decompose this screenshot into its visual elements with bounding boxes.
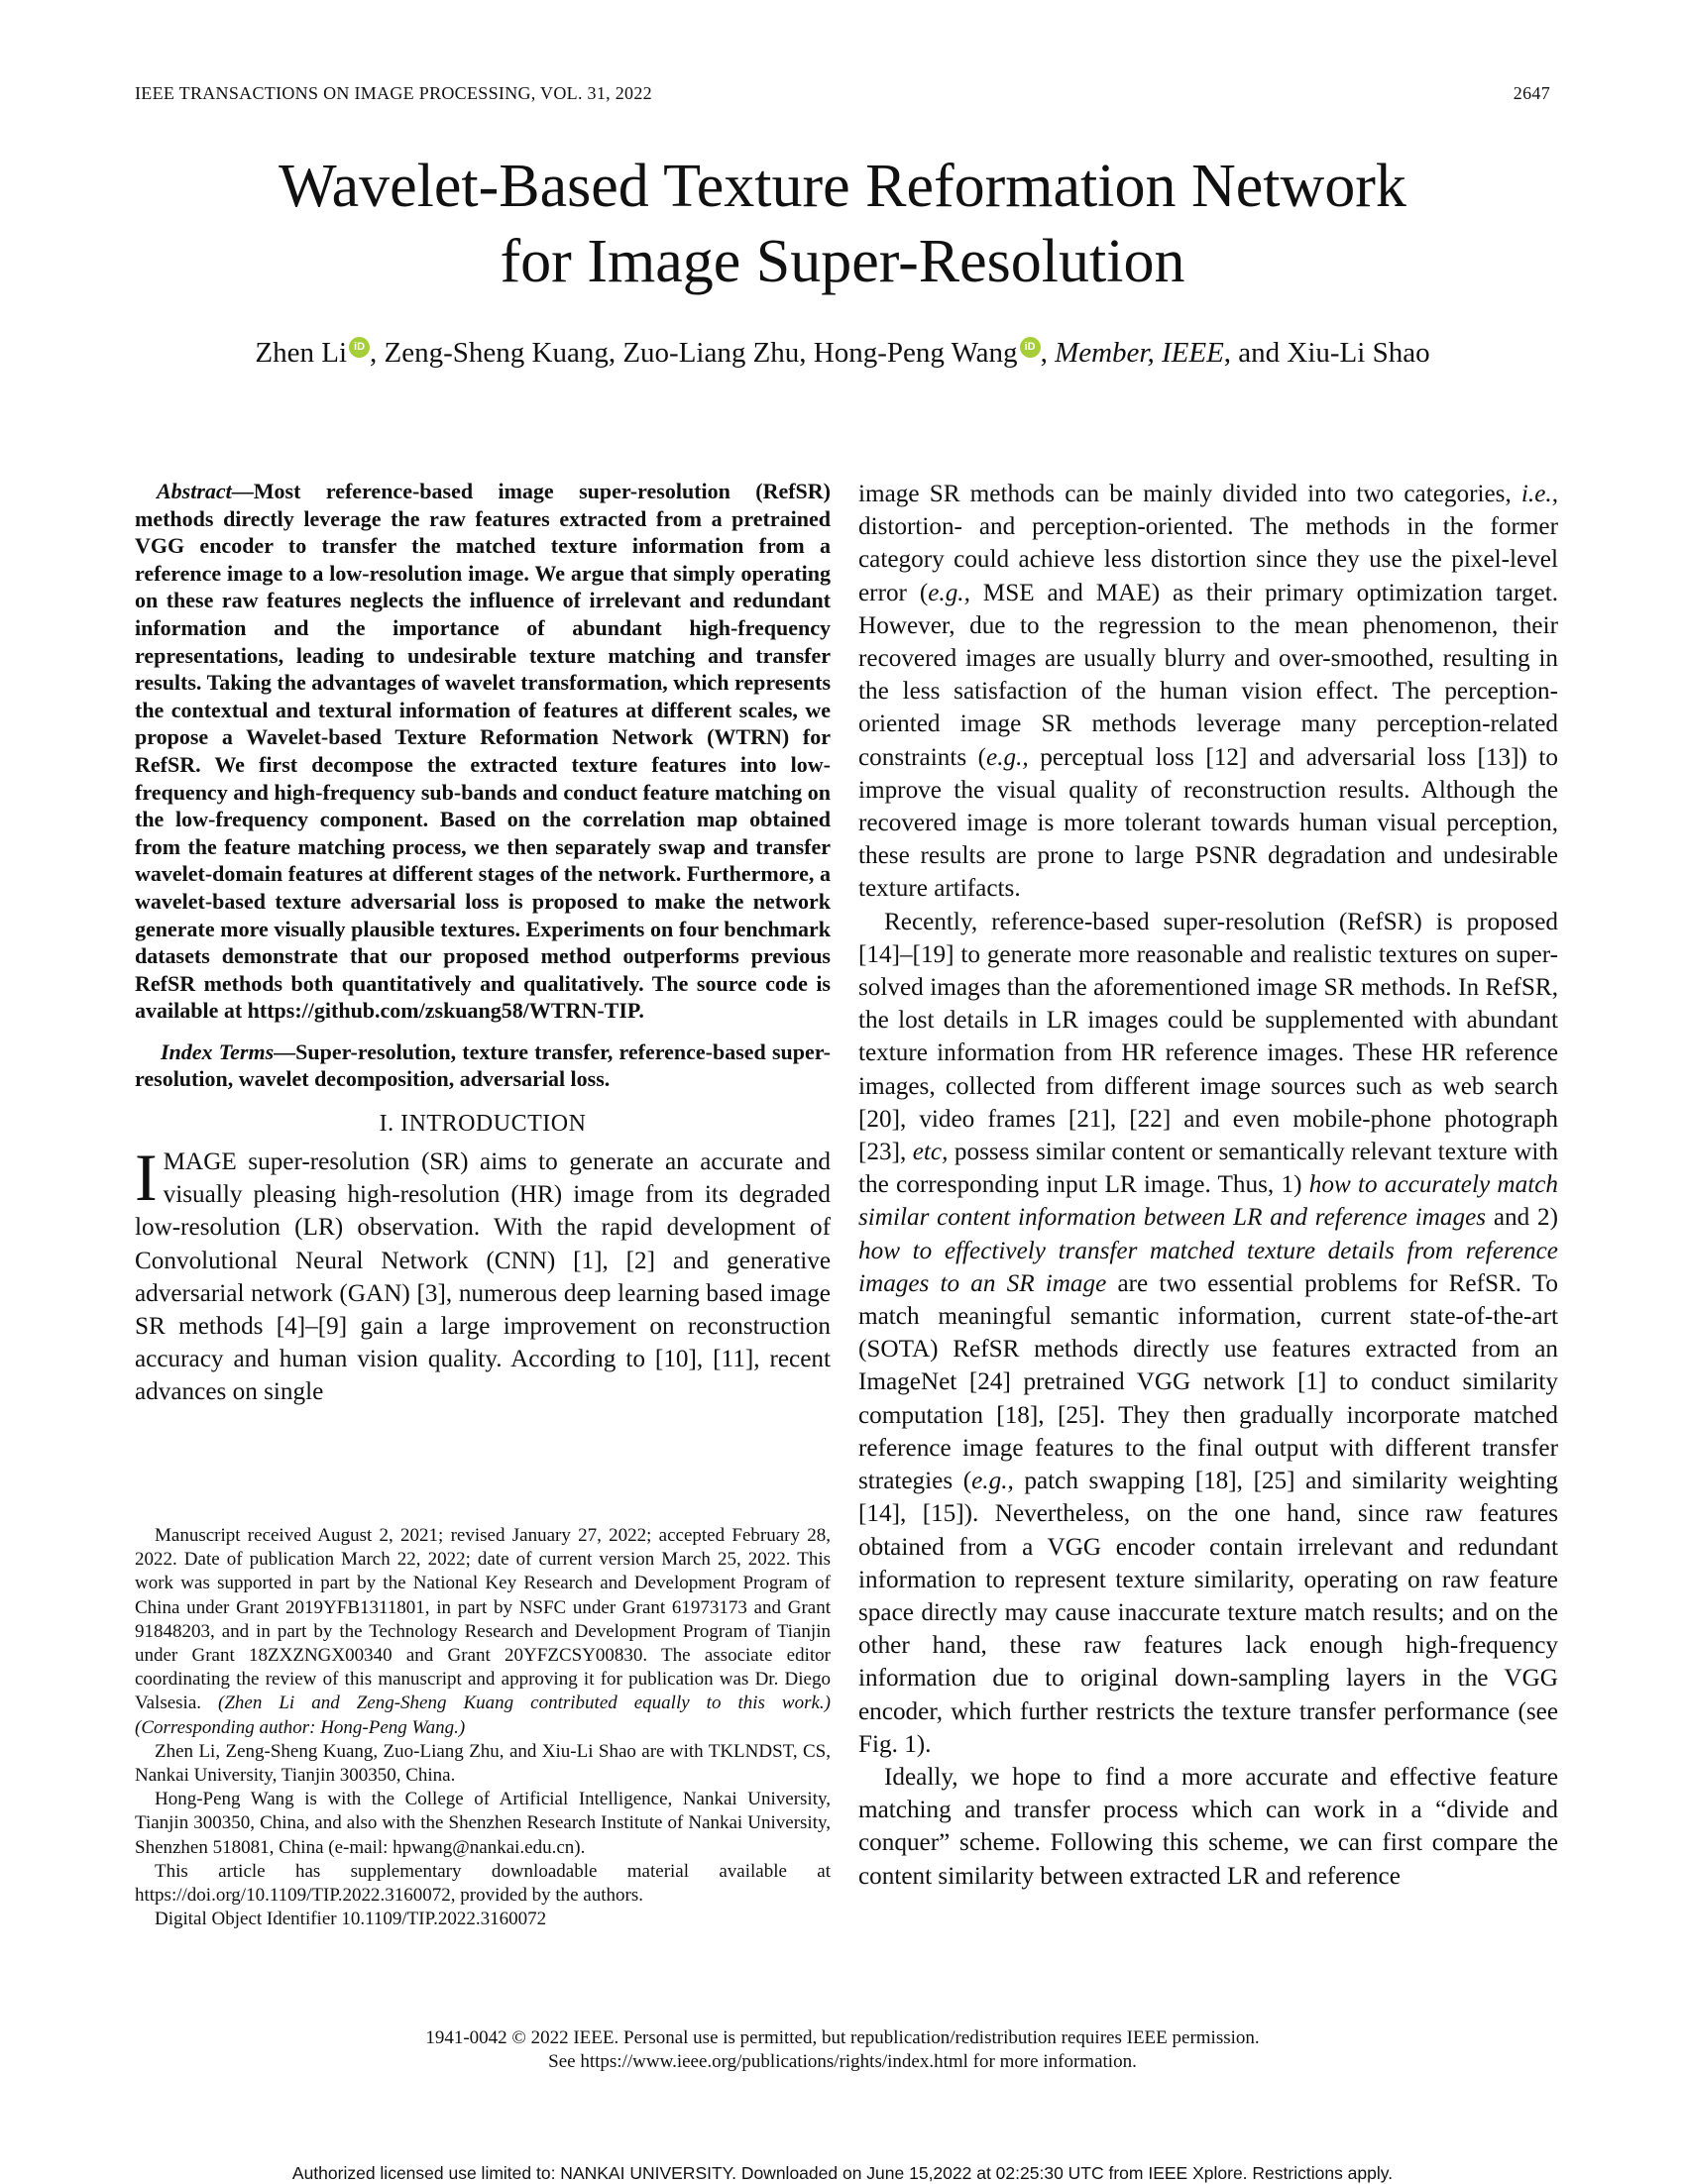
footnote-manuscript [135, 1524, 831, 1740]
footnote-manuscript-italic: (Zhen Li and Zeng-Sheng Kuang contributed equally to this work.) (Corresponding author: Hong-Peng Wang.) [135, 1693, 831, 1738]
index-terms [135, 1038, 831, 1093]
p2-c: and 2) [1486, 1204, 1558, 1232]
p1-b: distortion- and perception-oriented. The methods in the former category could achieve less distortion since they use the pixel-level error ( [858, 513, 1558, 606]
index-terms-lead: Index Terms [161, 1038, 275, 1064]
member-ieee: Member, IEEE [1055, 337, 1224, 369]
p2-e: patch swapping [18], [25] and similarity weighting [14], [15]). Nevertheless, on the one hand, since raw features obtained from a VGG encoder contain irrelevant and redundant information to represent texture similarity, operating on raw feature space directly may cause inaccurate texture match results; and on the other hand, these raw features lack enough high-frequency information due to original down-sampling layers in the VGG encoder, which further restricts the texture transfer performance (see Fig. 1). [858, 1468, 1558, 1758]
p1-c: MSE and MAE) as their primary optimization target. However, due to the regression to the mean phenomenon, their recovered images are usually blurry and over-smoothed, resulting in the less satisfaction of the human vision effect. The perception-oriented image SR methods leverage many perception-related constraints ( [858, 579, 1558, 771]
copyright-line-1: 1941-0042 © 2022 IEEE. Personal use is permitted, but republication/redistribution requires IEEE permission. [425, 2027, 1260, 2048]
section-heading-introduction: I. INTRODUCTION [379, 1111, 587, 1138]
p1-eg2: e.g., [986, 743, 1029, 771]
license-notice: Authorized licensed use limited to: NANKAI UNIVERSITY. Downloaded on June 15,2022 at 02:25:30 UTC from IEEE Xplore. Restrictions apply. [291, 2163, 1394, 2183]
author-1: Zhen Li [255, 337, 348, 369]
member-sep: , [1040, 337, 1056, 369]
paragraph-3: Ideally, we hope to find a more accurate and effective feature matching and transfer process which can work in a “divide and conquer” scheme. Following this scheme, we can first compare the content similarity between extracted LR and reference [858, 1763, 1558, 1890]
title-line-1: Wavelet-Based Texture Reformation Network [279, 153, 1406, 220]
orcid-icon[interactable]: iD [1020, 337, 1041, 358]
paragraph-2 [858, 906, 1558, 1761]
p1-a: image SR methods can be mainly divided into two categories, [858, 481, 1521, 507]
footnote-affiliation-1: Zhen Li, Zeng-Sheng Kuang, Zuo-Liang Zhu, and Xiu-Li Shao are with TKLNDST, CS, Nankai University, Tianjin 300350, China. [135, 1740, 831, 1787]
p2-d: are two essential problems for RefSR. To match meaningful semantic information, current state-of-the-art (SOTA) RefSR methods directly use features extracted from an ImageNet [24] pretrained VGG network [1] to conduct similarity computation [18], [25]. They then gradually incorporate matched reference image features to the final output with different transfer strategies ( [858, 1269, 1558, 1495]
paper-title [135, 149, 1550, 299]
index-terms-text: —Super-resolution, texture transfer, reference-based super-resolution, wavelet decomposition, adversarial loss. [135, 1038, 832, 1092]
drop-cap: I [135, 1140, 158, 1216]
footnote-manuscript-text: Manuscript received August 2, 2021; revised January 27, 2022; accepted February 28, 2022. Date of publication March 22, 2022; date of current version March 25, 2022. This work was supported in part by the National Key Research and Development Program of China under Grant 2019YFB1311801, in part by NSFC under Grant 61973173 and Grant 91848203, and in part by the Technology Research and Development Program of Tianjin under Grant 18ZXZNGX00340 and Grant 20YFZCSY00830. The associate editor coordinating the review of this manuscript and approving it for publication was Dr. Diego Valsesia. [135, 1525, 831, 1714]
journal-name: IEEE TRANSACTIONS ON IMAGE PROCESSING, VOL. 31, 2022 [135, 83, 652, 103]
p2-b: possess similar content or semantically relevant texture with the corresponding input LR image. Thus, 1) [858, 1139, 1558, 1199]
footnotes [135, 1524, 831, 1931]
intro-paragraph [135, 1140, 831, 1409]
right-column [858, 478, 1558, 1893]
footnote-affiliation-2: Hong-Peng Wang is with the College of Artificial Intelligence, Nankai University, Tianjin 300350, China, and also with the Shenzhen Research Institute of Nankai University, Shenzhen 518081, China (e-mail: hpwang@nankai.edu.cn). [135, 1789, 831, 1858]
authors-3: , and Xiu-Li Shao [1223, 337, 1430, 369]
running-header [135, 83, 1550, 109]
p1-d: perceptual loss [12] and adversarial loss [13]) to improve the visual quality of reconstruction results. Although the recovered image is more tolerant towards human visual perception, these results are prone to large PSNR degradation and undesirable texture artifacts. [858, 743, 1558, 903]
p2-question-2: how to effectively transfer matched texture details from reference images to an SR image [858, 1237, 1558, 1297]
page-number: 2647 [1513, 83, 1550, 103]
abstract [135, 478, 831, 1025]
author-list [135, 333, 1550, 373]
left-column [135, 478, 831, 1409]
p2-question-1: how to accurately match similar content information between LR and reference images [858, 1171, 1558, 1232]
p1-eg1: e.g., [928, 579, 970, 606]
p1-ie: i.e., [1520, 481, 1558, 507]
intro-text: MAGE super-resolution (SR) aims to generate an accurate and visually pleasing high-resolution (HR) image from its degraded low-resolution (LR) observation. With the rapid development of Convolutional Neural Network (CNN) [1], [2] and generative adversarial network (GAN) [3], numerous deep learning based image SR methods [4]–[9] gain a large improvement on reconstruction accuracy and human vision quality. According to [10], [11], recent advances on single [135, 1148, 831, 1406]
abstract-lead: Abstract [157, 479, 232, 503]
abstract-text: —Most reference-based image super-resolution (RefSR) methods directly leverage the raw features extracted from a pretrained VGG encoder to transfer the matched texture information from a reference image to a low-resolution image. We argue that simply operating on these raw features neglects the influence of irrelevant and redundant information and the importance of abundant high-frequency representations, leading to undesirable texture matching and transfer results. Taking the advantages of wavelet transformation, which represents the contextual and textural information of features at different scales, we propose a Wavelet-based Texture Reformation Network (WTRN) for RefSR. We first decompose the extracted texture features into low-frequency and high-frequency sub-bands and conduct feature matching on the low-frequency component. Based on the correlation map obtained from the feature matching process, we then separately swap and transfer wavelet-domain features at different stages of the network. Furthermore, a wavelet-based texture adversarial loss is proposed to make the network generate more visually plausible textures. Experiments on four benchmark datasets demonstrate that our proposed method outperforms previous RefSR methods both quantitatively and qualitatively. The source code is available at https://github.com/zskuang58/WTRN-TIP. [135, 479, 831, 1024]
paragraph-1 [858, 478, 1558, 906]
footnote-supplementary: This article has supplementary downloadable material available at https://doi.org/10.1109/TIP.2022.3160072, provided by the authors. [135, 1860, 831, 1907]
copyright-footer [135, 2026, 1550, 2074]
footnote-doi: Digital Object Identifier 10.1109/TIP.2022.3160072 [155, 1909, 547, 1930]
title-line-2: for Image Super-Resolution [500, 228, 1185, 295]
orcid-icon[interactable]: iD [349, 337, 370, 358]
p2-a: Recently, reference-based super-resolution (RefSR) is proposed [14]–[19] to generate more reasonable and realistic textures on super-solved images than the aforementioned image SR methods. In RefSR, the lost details in LR images could be supplemented with abundant texture information from HR reference images. These HR reference images, collected from different image sources such as web search [20], video frames [21], [22] and even mobile-phone photograph [23], [858, 908, 1558, 1166]
authors-2: , Zeng-Sheng Kuang, Zuo-Liang Zhu, Hong-Peng Wang [370, 337, 1018, 369]
p2-etc: etc, [912, 1139, 949, 1166]
copyright-line-2: See https://www.ieee.org/publications/rights/index.html for more information. [548, 2051, 1137, 2072]
p2-eg: e.g., [971, 1468, 1014, 1495]
